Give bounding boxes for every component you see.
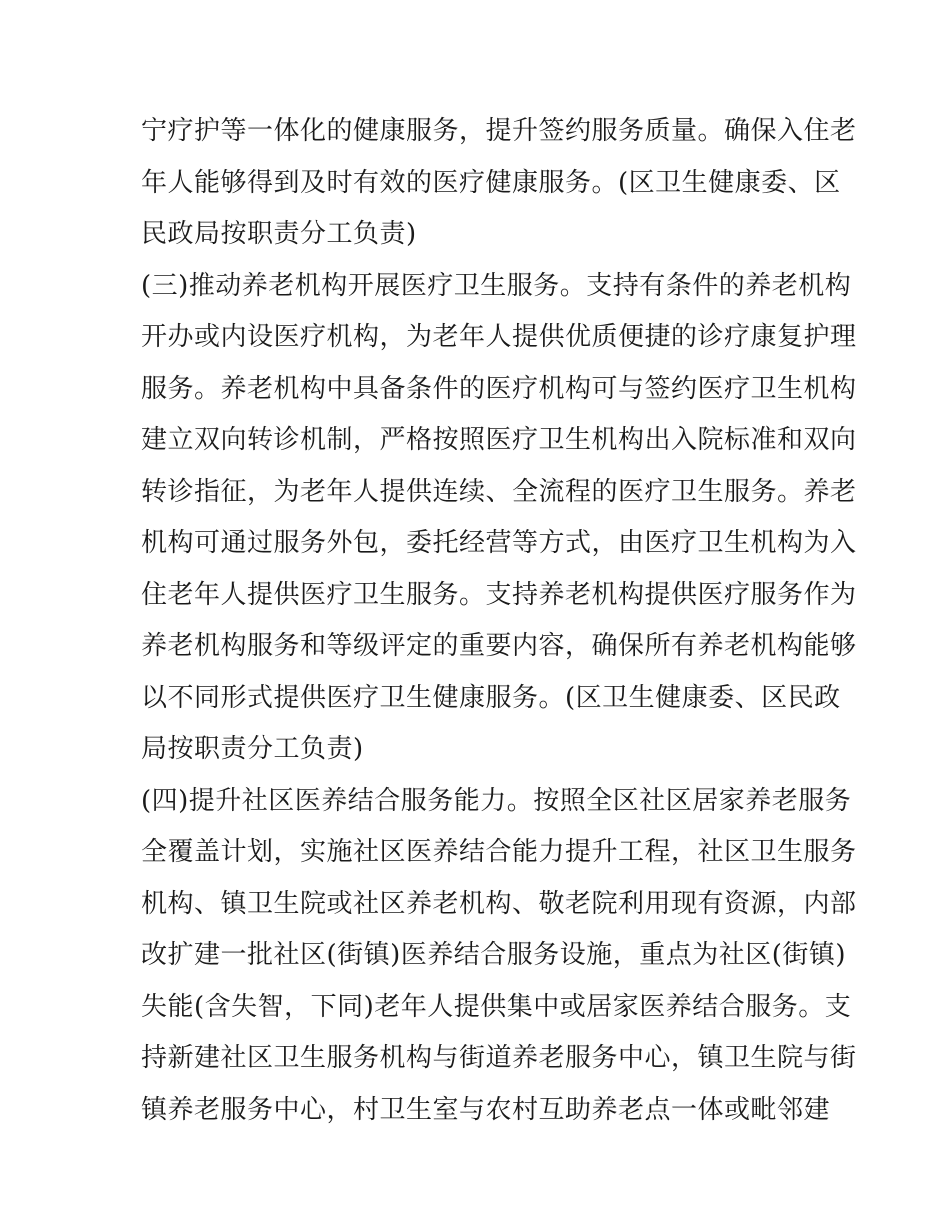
text-line: (三)推动养老机构开展医疗卫生服务。支持有条件的养老机构 bbox=[141, 270, 852, 301]
text-line: 民政局按职责分工负责) bbox=[141, 219, 417, 249]
text-line: 养老机构服务和等级评定的重要内容，确保所有养老机构能够 bbox=[141, 631, 857, 661]
document-body-text bbox=[141, 106, 857, 1136]
text-line: 转诊指征，为老年人提供连续、全流程的医疗卫生服务。养老 bbox=[141, 476, 857, 507]
text-line: 开办或内设医疗机构，为老年人提供优质便捷的诊疗康复护理 bbox=[141, 322, 857, 352]
text-line: 以不同形式提供医疗卫生健康服务。(区卫生健康委、区民政 bbox=[141, 682, 841, 713]
text-line: 年人能够得到及时有效的医疗健康服务。(区卫生健康委、区 bbox=[141, 167, 841, 198]
text-line: 机构可通过服务外包，委托经营等方式，由医疗卫生机构为入 bbox=[141, 528, 857, 558]
text-line: 镇养老服务中心，村卫生室与农村互助养老点一体或毗邻建 bbox=[141, 1094, 831, 1125]
text-line: 持新建社区卫生服务机构与街道养老服务中心，镇卫生院与街 bbox=[141, 1043, 857, 1073]
text-line: 建立双向转诊机制，严格按照医疗卫生机构出入院标准和双向 bbox=[141, 425, 857, 455]
text-line: 住老年人提供医疗卫生服务。支持养老机构提供医疗服务作为 bbox=[141, 579, 857, 610]
text-line: 改扩建一批社区(街镇)医养结合服务设施，重点为社区(街镇) bbox=[141, 940, 847, 970]
text-line: 全覆盖计划，实施社区医养结合能力提升工程，社区卫生服务 bbox=[141, 837, 857, 867]
text-line: 服务。养老机构中具备条件的医疗机构可与签约医疗卫生机构 bbox=[141, 373, 857, 404]
text-line: 失能(含失智，下同)老年人提供集中或居家医养结合服务。支 bbox=[141, 991, 852, 1022]
text-line: 局按职责分工负责) bbox=[141, 734, 364, 764]
text-line: 宁疗护等一体化的健康服务，提升签约服务质量。确保入住老 bbox=[141, 116, 857, 146]
text-line: (四)提升社区医养结合服务能力。按照全区社区居家养老服务 bbox=[141, 785, 852, 816]
text-line: 机构、镇卫生院或社区养老机构、敬老院利用现有资源，内部 bbox=[141, 888, 857, 919]
